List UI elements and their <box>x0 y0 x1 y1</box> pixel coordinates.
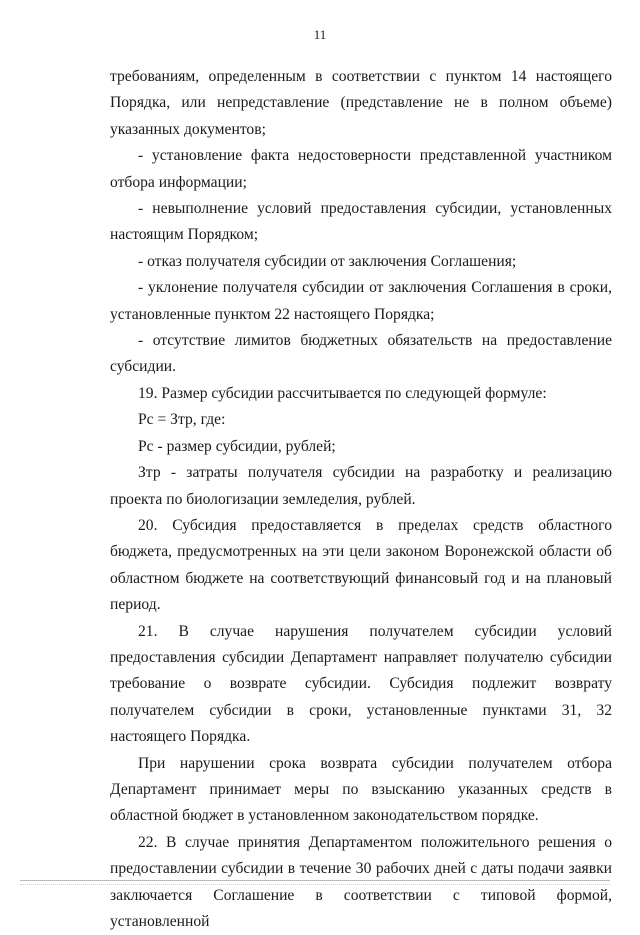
scan-edge-line <box>20 880 610 881</box>
clause-22: 22. В случае принятия Департаментом положительного решения о предоставлении субсидии в течение 30 рабочих дней с даты подачи заявки заключается Соглашение в соответствии с типовой формой, установленной <box>110 833 612 930</box>
page-number: 11 <box>313 27 327 42</box>
scan-edge-dots <box>20 884 610 885</box>
list-item-evasion: - уклонение получателя субсидии от заключения Соглашения в сроки, установленные пунктом 22 настоящего Порядка; <box>110 279 612 323</box>
clause-19: 19. Размер субсидии рассчитывается по следующей формуле: <box>138 384 547 402</box>
clause-21: 21. В случае нарушения получателем субсидии условий предоставления субсидии Департамент направляет получателю субсидии требование о возврате субсидии. Субсидия подлежит возврату получателем субсидии в сроки, установленные пунктами 31, 32 настоящего Порядка. <box>110 622 612 746</box>
document-body <box>110 64 612 935</box>
clause-21-paragraph-2: При нарушении срока возврата субсидии получателем отбора Департамент принимает меры по взысканию указанных средств в областной бюджет в установленном законодательством порядке. <box>110 754 612 825</box>
formula-def-ztr: Зтр - затраты получателя субсидии на разработку и реализацию проекта по биологизации земледелия, рублей. <box>110 464 612 508</box>
paragraph-continuation: требованиям, определенным в соответствии с пунктом 14 настоящего Порядка, или непредставление (представление не в полном объеме) указанных документов; <box>110 68 612 138</box>
list-item-conditions-violation: - невыполнение условий предоставления субсидии, установленных настоящим Порядком; <box>110 200 612 244</box>
formula-def-rs: Рс - размер субсидии, рублей; <box>138 437 336 455</box>
list-item-unreliable-info: - установление факта недостоверности представленной участником отбора информации; <box>110 147 612 191</box>
list-item-refusal: - отказ получателя субсидии от заключения Соглашения; <box>138 252 517 270</box>
formula: Рс = Зтр, где: <box>138 411 226 429</box>
clause-20: 20. Субсидия предоставляется в пределах средств областного бюджета, предусмотренных на эти цели законом Воронежской области об областном бюджете на соответствующий финансовый год и на плановый период. <box>110 516 612 614</box>
list-item-no-limits: - отсутствие лимитов бюджетных обязательств на предоставление субсидии. <box>110 332 612 376</box>
